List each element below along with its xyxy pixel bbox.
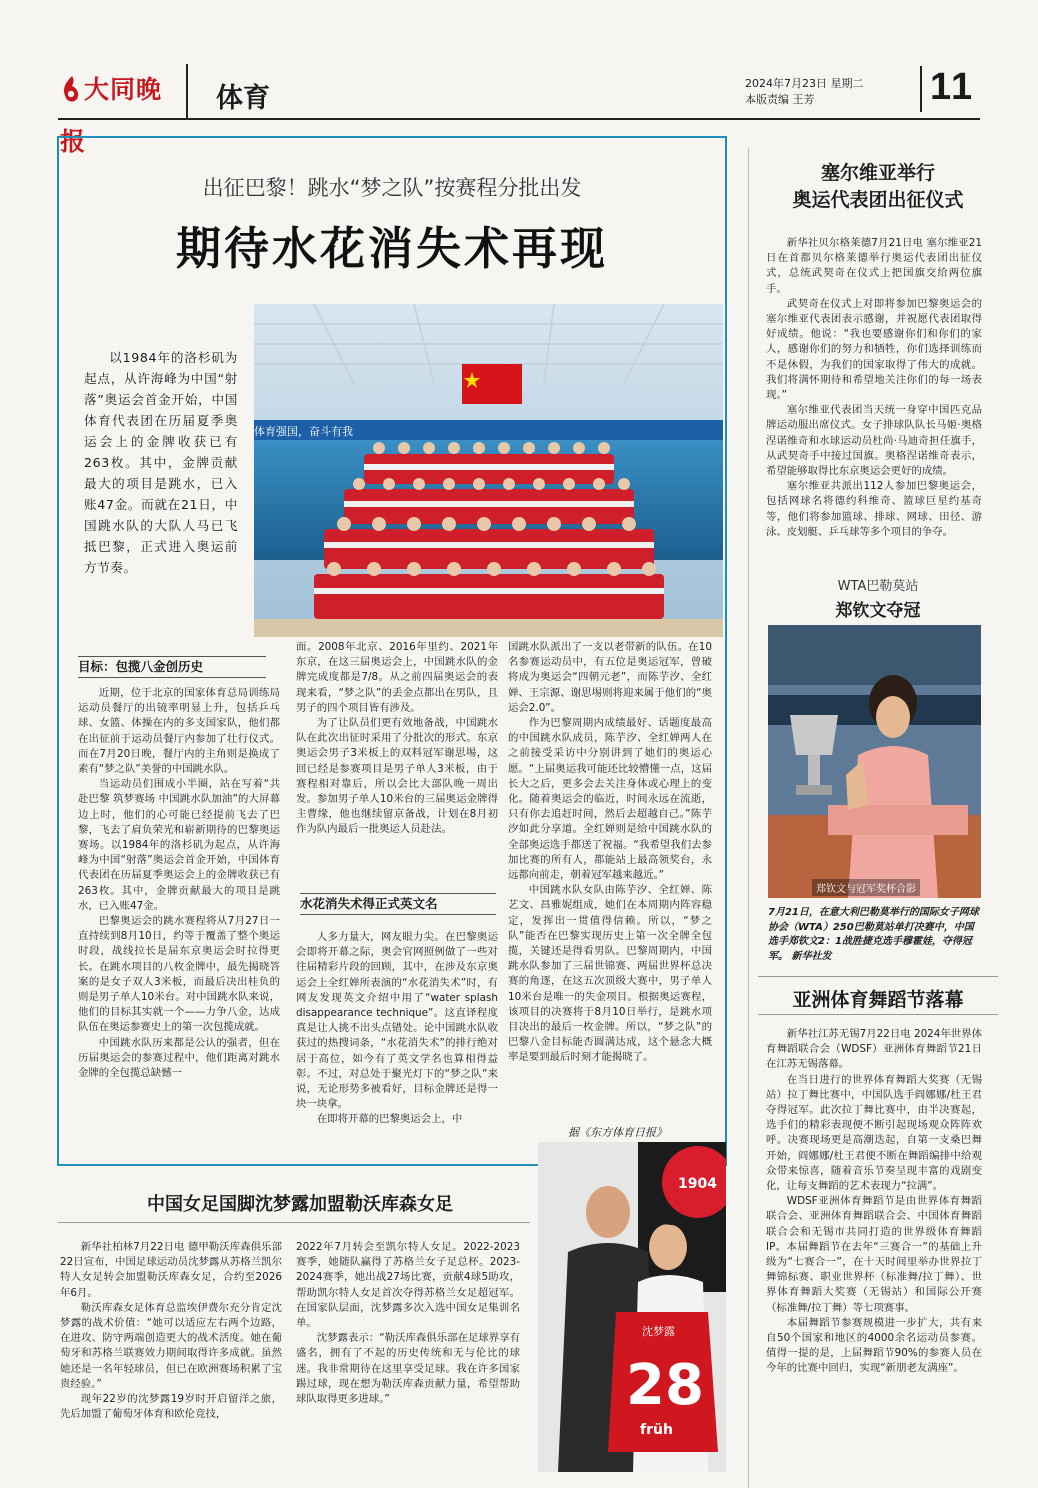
issue-date: 2024年7月23日 星期二: [745, 77, 864, 90]
feature-kicker: 出征巴黎！跳水“梦之队”按赛程分批出发: [202, 176, 582, 200]
logo-text: 大同晚报: [60, 75, 163, 156]
football-rule: [58, 1222, 530, 1223]
dance-headline: 亚洲体育舞蹈节落幕: [792, 989, 964, 1011]
paragraph: 在即将开幕的巴黎奥运会上，中: [316, 1113, 463, 1126]
tennis-champion-photo: [768, 625, 981, 898]
photo-banner-text: 体育强国，奋斗有我: [254, 425, 353, 438]
serbia-story-body: [766, 236, 982, 540]
subhead-goal-text: 目标：包揽八金创历史: [78, 659, 204, 674]
subhead-splash: [300, 893, 496, 915]
header-divider: [186, 64, 188, 118]
subhead-splash-text: 水花消失术得正式英文名: [300, 896, 438, 911]
header-meta: [745, 76, 864, 108]
lead-paragraph: 以1984年的洛杉矶为起点，从许海峰为中国“射落”奥运会首金开始，中国体育代表团在历届夏季奥运会上的金牌收获已有263枚。其中，金牌贡献最大的项目是跳水，已入账47金。而就在21日，中国跳水队的大队人马已飞抵巴黎，正式进入奥运前方节奏。: [84, 350, 238, 575]
paragraph: 当运动员们围成小半圈，站在写着“共赴巴黎 筑梦赛场 中国跳水队加油”的大屏幕边上时，他们的心可能已经提前飞去了巴黎，飞去了肩负荣光和崭新期待的巴黎奥运赛场。以1984年的洛杉矶为起点，从许海峰为中国“射落”奥运会首金开始，中国体育代表团在历届夏季奥运会上的金牌收获已有263枚。其中，金牌贡献最大的项目是跳水，已入账47金。: [78, 778, 280, 912]
dance-rule-bottom: [758, 1014, 998, 1015]
paragraph: 本届舞蹈节参赛规模进一步扩大，共有来自50个国家和地区的4000余名运动员参赛。值得一提的是，上届舞蹈节90%的参赛人员在今年的比赛中回归，实现“新朋老友满座”。: [766, 1316, 982, 1375]
paragraph: 新华社贝尔格莱德7月21日电 塞尔维亚21日在首都贝尔格莱德举行奥运代表团出征仪式，总统武契奇在仪式上把国旗交给两位旗手。: [766, 237, 982, 295]
tennis-photo-tag: 郑钦文与冠军奖杯合影: [812, 879, 920, 896]
tennis-caption: 7月21日，在意大利巴勒莫举行的国际女子网球协会（WTA）250巴勒莫站单打决赛中，中国选手郑钦文2：1战胜捷克选手穆霍娃，夺得冠军。 新华社发: [768, 907, 979, 962]
header-divider-right: [920, 66, 922, 112]
dance-rule-top: [758, 976, 998, 977]
feature-credit: 据《东方体育日报》: [568, 1126, 667, 1139]
subhead-goal: [78, 656, 266, 678]
paragraph: 2022年7月转会至凯尔特人女足。2022-2023赛季，她随队赢得了苏格兰女子足总杯。2023-2024赛季，她出战27场比赛，贡献4球5助攻，帮助凯尔特人女足首次夺得苏格兰女足超冠军。在国家队层面，沈梦露多次入选中国女足集训名单。: [296, 1241, 520, 1330]
paragraph: 在当日进行的世界体育舞蹈大奖赛（无锡站）拉丁舞比赛中，中国队选手阎娜娜/杜王君夺得冠军。此次拉丁舞比赛中，由半决赛起，选手们的精彩表现便不断引起现场观众阵阵欢呼。决赛现场更是高潮迭起，自第一支桑巴舞开始，阎娜娜/杜王君便不断在舞蹈编排中给观众带来惊喜，随着音乐节奏呈现丰富的戏剧变化，让每支舞蹈的艺术表现力“拉满”。: [766, 1073, 982, 1193]
serbia-headline: [758, 160, 998, 214]
paragraph: 塞尔维亚共派出112人参加巴黎奥运会，包括网球名将德约科维奇、篮球巨星约基奇等，他们将参加篮球、排球、网球、田径、游泳、皮划艇、乒乓球等多个项目的争夺。: [766, 480, 982, 538]
headline-line: 奥运代表团出征仪式: [792, 189, 964, 211]
paragraph: 中国跳水队历来都是公认的强者，但在历届奥运会的参赛过程中，他们距离对跳水金牌的全包揽总缺憾一: [78, 1036, 280, 1080]
paragraph: 塞尔维亚代表团当天统一身穿中国匹克品牌运动服出席仪式。女子排球队队长马姬·奥格涅诺维奇和水球运动员杜尚·马迪奇担任旗手，从武契奇手中接过国旗。奥格涅诺维奇表示，希望能够取得比东京奥运会更好的成绩。: [766, 404, 982, 478]
feature-column-1: [78, 686, 280, 1081]
dance-story-body: [766, 1027, 982, 1377]
jersey-sponsor: früh: [640, 1422, 673, 1438]
page-number: 11: [930, 66, 975, 108]
logo-flame-icon: [60, 74, 82, 104]
paragraph: 武契奇在仪式上对即将参加巴黎奥运会的塞尔维亚代表团表示感谢，并祝愿代表团取得好成绩。他说：“我也要感谢你们和你们的家人，感谢你们的努力和牺牲，你们选择训练而不是休假，为我们的国家取得了伟大的成就。我们将满怀期待和希望地关注你们的每一场表现。”: [766, 297, 982, 402]
newspaper-logo: [60, 64, 180, 156]
paragraph: 沈梦露表示：“勒沃库森俱乐部在足球界享有盛名，拥有了不起的历史传统和无与伦比的球迷。我非常期待在这里享受足球。我在许多国家踢过球，现在想为勒沃库森贡献力量，希望帮助球队取得更多进球。”: [296, 1332, 520, 1406]
tennis-photo-illustration: [768, 625, 981, 898]
paragraph: 巴黎奥运会的跳水赛程将从7月27日一直持续到8月10日，约等于覆盖了整个奥运时段，战线拉长是届东京奥运会时拉得更长。在跳水项目的八枚金牌中，最先揭晓答案的是女子双人3米板，而最后决出桂负的则是男子单人10米台。对中国跳水队来说，他们的目标其实就一个——力争八金，达成队伍在奥运参赛史上的第一次包揽成就。: [78, 915, 280, 1034]
feature-column-2b: [296, 930, 498, 1128]
page-editor: 本版责编 王芳: [745, 93, 815, 106]
paragraph: 新华社柏林7月22日电 德甲勒沃库森俱乐部22日宣布，中国足球运动员沈梦露从苏格兰凯尔特人女足转会加盟勒沃库森女足，合约至2026年6月。: [60, 1241, 282, 1299]
diving-team-photo: [254, 304, 723, 637]
paragraph: 面。2008年北京、2016年里约、2021年东京，在这三届奥运会上，中国跳水队的金牌完成度都是7/8。从之前四届奥运会的表现来看，“梦之队”的丢金点都出在男队，且男子的四个项目皆有涉及。: [296, 641, 498, 714]
paragraph: 现年22岁的沈梦露19岁时开启留洋之旅，先后加盟了葡萄牙体育和欧伦竞技，: [60, 1393, 282, 1421]
soccer-photo-illustration: [538, 1142, 726, 1472]
team-photo-illustration: [254, 304, 723, 637]
section-title: 体育: [216, 83, 270, 114]
paragraph: 近期，位于北京的国家体育总局训练局运动员餐厅的出镜率明显上升，包括乒乓球、女篮、体操在内的多支国家队，他们都在出征前于运动员餐厅内参加了壮行仪式。而在7月20日晚，餐厅内的主角则是换成了素有“梦之队”美誉的中国跳水队。: [78, 687, 280, 776]
paragraph: 国跳水队派出了一支以老带新的队伍。在10名参赛运动员中，有五位是奥运冠军，曾破将成为奥运会“四朝元老”，而陈芋汐、全红婵、王宗源、谢思埸则将迎来属于他们的“奥运会2.0”。: [508, 641, 712, 714]
football-headline: 中国女足国脚沈梦露加盟勒沃库森女足: [147, 1194, 453, 1215]
paragraph: 作为巴黎周期内成绩最好、话题度最高的中国跳水队成员，陈芋汐、全红婵两人在之前接受采访中分别讲到了她们的奥运心愿。“上届奥运我可能还比较懵懂一点，这届长大之后，更多会去关注身体或心理上的变化。随着奥运会的临近，时间永远在流逝，只有你去追赶时间，然后去超越自己。”陈芋汐如此分享道。全红婵则是给中国跳水队的全部奥运选手都送了祝福。“我希望我们去参加比赛的所有人，都能站上最高领奖台，永远都向前走，朝着冠军越来越近。”: [508, 717, 712, 882]
right-column-divider: [748, 148, 749, 1488]
football-column-1: [60, 1240, 282, 1422]
paragraph: 人多力量大，网友眼力尖。在巴黎奥运会即将开幕之际，奥会官网照例做了一些对往届精彩片段的回顾，其中，在涉及东京奥运会上全红婵所表演的“水花消失术”时，有网友发现英文介绍中用了“water splash disappearance technique”。这直译程度真是让人挑不出头点错处。论中国跳水队收获过的热搜词条，“水花消失术”的排行绝对居于高位，如今有了英文学名也算相得益彰。不过，对总处于聚光灯下的“梦之队”来说，无论形势多被看好，目标金牌还是得一块一块拿。: [296, 931, 498, 1111]
football-column-2: [296, 1240, 520, 1407]
feature-column-3: [508, 640, 712, 1066]
paragraph: 为了让队员们更有效地备战，中国跳水队在此次出征时采用了分批次的形式。东京奥运会男子3米板上的双料冠军谢思埸，这回已经是参赛项目是男子单人3米板，由于赛程相对靠后，所以会比大部队晚一周出发。参加男子单人10米台的三届奥运金牌得主曹缘，他也继续留京备战，计划在8月初作为队内最后一批奥运人员赴法。: [296, 717, 498, 836]
headline-line: 塞尔维亚举行: [820, 162, 935, 184]
paragraph: 勒沃库森女足体育总监埃伊费尔充分肯定沈梦露的战术价值：“她可以适应左右两个边路，在进攻、防守两端创造更大的战术活度。她在葡萄牙和苏格兰联赛效力期间取得许多成就。虽然她还是一名年轻球员，但已在欧洲赛场积累了宝贵经验。”: [60, 1301, 282, 1390]
tennis-kicker: WTA巴勒莫站: [837, 579, 919, 594]
badge-year: 1904: [678, 1176, 717, 1192]
feature-column-2: [296, 640, 498, 838]
jersey-number: 28: [626, 1353, 704, 1418]
soccer-signing-photo: [538, 1142, 726, 1472]
header-rule: [58, 118, 980, 120]
paragraph: 中国跳水队女队由陈芋汐、全红婵、陈艺文、昌雅妮组成，她们在本周期内阵容稳定，发挥出一贯值得信赖。所以，“梦之队”能否在巴黎实现历史上第一次全牌全包揽，关键还是得看男队。巴黎周期内，中国跳水队参加了三届世锦赛、两届世界杯总决赛的角逐，在这五次顶级大赛中，男子单人10米台是唯一的失金项目。根据奥运赛程，该项目的决赛将于8月10日举行，是跳水项目决出的最后一枚金牌。所以，“梦之队”的巴黎八金目标能否圆满达成，这个悬念大概率是要到最后时刻才能揭晓了。: [508, 884, 712, 1064]
jersey-name: 沈梦露: [642, 1325, 675, 1338]
tennis-headline: 郑钦文夺冠: [835, 601, 921, 621]
feature-headline: 期待水花消失术再现: [175, 222, 608, 275]
paragraph: WDSF亚洲体育舞蹈节是由世界体育舞蹈联合会、亚洲体育舞蹈联合会、中国体育舞蹈联合会和无锡市共同打造的世界级体育舞蹈IP。本届舞蹈节在去年“三赛合一”的基础上升级为“七赛合一”，在十天时间里举办世界拉丁舞锦标赛、职业世界杯（标准舞/拉丁舞）、世界体育舞蹈大奖赛（无锡站）和国际公开赛（标准舞/拉丁舞）等七项赛事。: [766, 1195, 982, 1314]
feature-lead: [84, 347, 238, 578]
paragraph: 新华社江苏无锡7月22日电 2024年世界体育舞蹈联合会（WDSF）亚洲体育舞蹈节21日在江苏无锡落幕。: [766, 1028, 982, 1071]
